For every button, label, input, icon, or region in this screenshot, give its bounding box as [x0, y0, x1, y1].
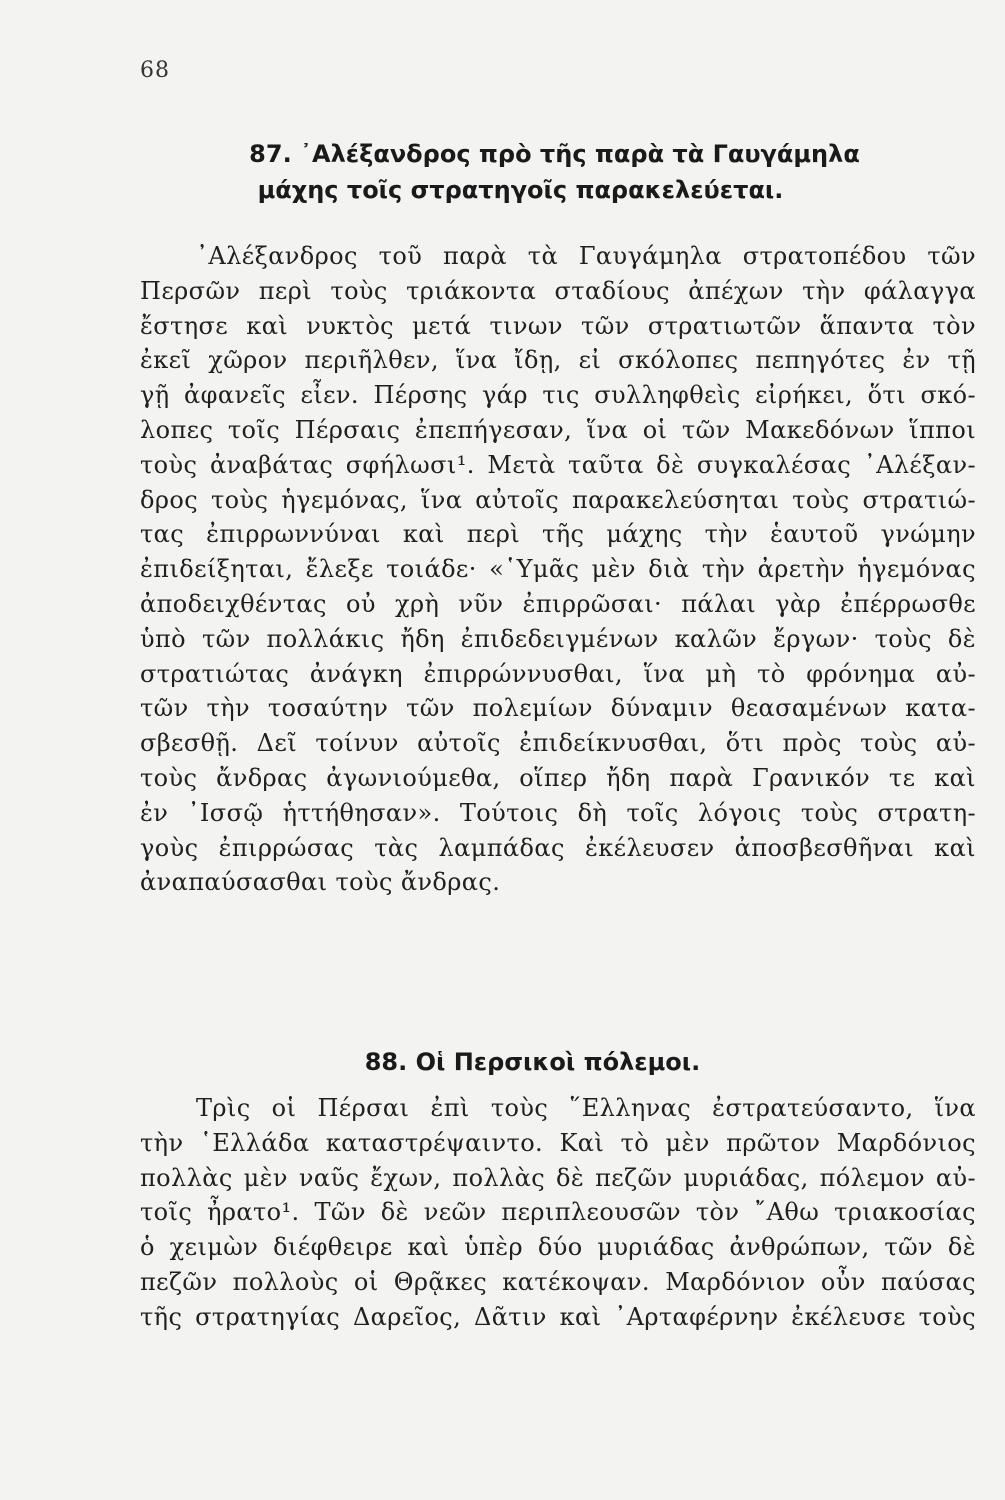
text-line: ἀναπαύσασθαι τοὺς ἄνδρας.	[140, 868, 501, 897]
text-line: λοπες τοῖς Πέρσαις ἐπεπήγεσαν, ἵνα οἱ τῶν Μακεδόνων ἵπποι	[140, 415, 976, 444]
text-line: τῆς στρατηγίας Δαρεῖος, Δᾶτιν καὶ ᾿Αρταφέρνην ἐκέλευσε τοὺς	[140, 1302, 976, 1331]
text-line: ἐπιδείξηται, ἔλεξε τοιάδε· «῾Υμᾶς μὲν διὰ τὴν ἀρετὴν ἡγεμόνας	[140, 555, 976, 584]
heading-line: μάχης τοῖς στρατηγοῖς παρακελεύεται.	[257, 176, 784, 204]
text-line: ἐν ᾿Ισσῷ ἡττήθησαν». Τούτοις δὴ τοῖς λόγοις τοὺς στρατη-	[140, 798, 976, 827]
text-line: πεζῶν πολλοὺς οἱ Θρᾷκες κατέκοψαν. Μαρδόνιον οὖν παύσας	[140, 1267, 976, 1296]
text-line: σβεσθῇ. Δεῖ τοίνυν αὐτοῖς ἐπιδείκνυσθαι, ὅτι πρὸς τοὺς αὐ-	[140, 729, 976, 758]
heading-line: 88. Οἱ Περσικοὶ πόλεμοι.	[364, 1048, 701, 1076]
text-line: γῇ ἀφανεῖς εἶεν. Πέρσης γάρ τις συλληφθεὶς εἰρήκει, ὅτι σκό-	[140, 381, 976, 410]
text-line: τὴν ῾Ελλάδα καταστρέψαιντο. Καὶ τὸ μὲν πρῶτον Μαρδόνιος	[140, 1128, 976, 1157]
section-88-paragraph	[140, 1091, 976, 1335]
text-line: ἀποδειχθέντας οὐ χρὴ νῦν ἐπιρρῶσαι· πάλαι γὰρ ἐπέρρωσθε	[140, 589, 976, 618]
section-87-heading	[52, 136, 1005, 208]
heading-line: 87. ᾿Αλέξανδρος πρὸ τῆς παρὰ τὰ Γαυγάμηλα	[249, 140, 860, 168]
text-line: γοὺς ἐπιρρώσας τὰς λαμπάδας ἐκέλευσεν ἀποσβεσθῆναι καὶ	[140, 833, 976, 862]
text-line: Τρὶς οἱ Πέρσαι ἐπὶ τοὺς ῞Ελληνας ἐστρατεύσαντο, ἵνα	[196, 1094, 976, 1122]
text-line: ᾿Αλέξανδρος τοῦ παρὰ τὰ Γαυγάμηλα στρατοπέδου τῶν	[196, 242, 976, 270]
text-line: δρος τοὺς ἡγεμόνας, ἵνα αὐτοῖς παρακελεύσηται τοὺς στρατιώ-	[140, 485, 976, 514]
text-line: τοὺς ἄνδρας ἀγωνιούμεθα, οἵπερ ἤδη παρὰ Γρανικόν τε καὶ	[140, 763, 976, 792]
text-line: τας ἐπιρρωννύναι καὶ περὶ τῆς μάχης τὴν ἑαυτοῦ γνώμην	[140, 520, 976, 549]
text-line: τοὺς ἀναβάτας σφήλωσι¹. Μετὰ ταῦτα δὲ συγκαλέσας ᾿Αλέξαν-	[140, 450, 976, 479]
text-line: ἔστησε καὶ νυκτὸς μετά τινων τῶν στρατιωτῶν ἅπαντα τὸν	[140, 311, 976, 340]
text-line: ὁ χειμὼν διέφθειρε καὶ ὑπὲρ δύο μυριάδας ἀνθρώπων, τῶν δὲ	[140, 1233, 976, 1262]
text-line: Περσῶν περὶ τοὺς τριάκοντα σταδίους ἀπέχων τὴν φάλαγγα	[140, 276, 976, 305]
section-87-paragraph	[140, 239, 976, 900]
text-line: στρατιώτας ἀνάγκη ἐπιρρώννυσθαι, ἵνα μὴ τὸ φρόνημα αὐ-	[140, 659, 976, 688]
text-line: πολλὰς μὲν ναῦς ἔχων, πολλὰς δὲ πεζῶν μυριάδας, πόλεμον αὐ-	[140, 1163, 976, 1192]
text-line: τῶν τὴν τοσαύτην τῶν πολεμίων δύναμιν θεασαμένων κατα-	[140, 694, 976, 723]
text-line: ὑπὸ τῶν πολλάκις ἤδη ἐπιδεδειγμένων καλῶν ἔργων· τοὺς δὲ	[140, 624, 976, 653]
text-line: ἐκεῖ χῶρον περιῆλθεν, ἵνα ἴδῃ, εἰ σκόλοπες πεπηγότες ἐν τῇ	[140, 346, 976, 375]
section-88-heading	[30, 1044, 1005, 1080]
text-line: τοῖς ἦρατο¹. Τῶν δὲ νεῶν περιπλεουσῶν τὸν ῎Αθω τριακοσίας	[140, 1198, 976, 1227]
page-number: 68	[140, 58, 170, 83]
